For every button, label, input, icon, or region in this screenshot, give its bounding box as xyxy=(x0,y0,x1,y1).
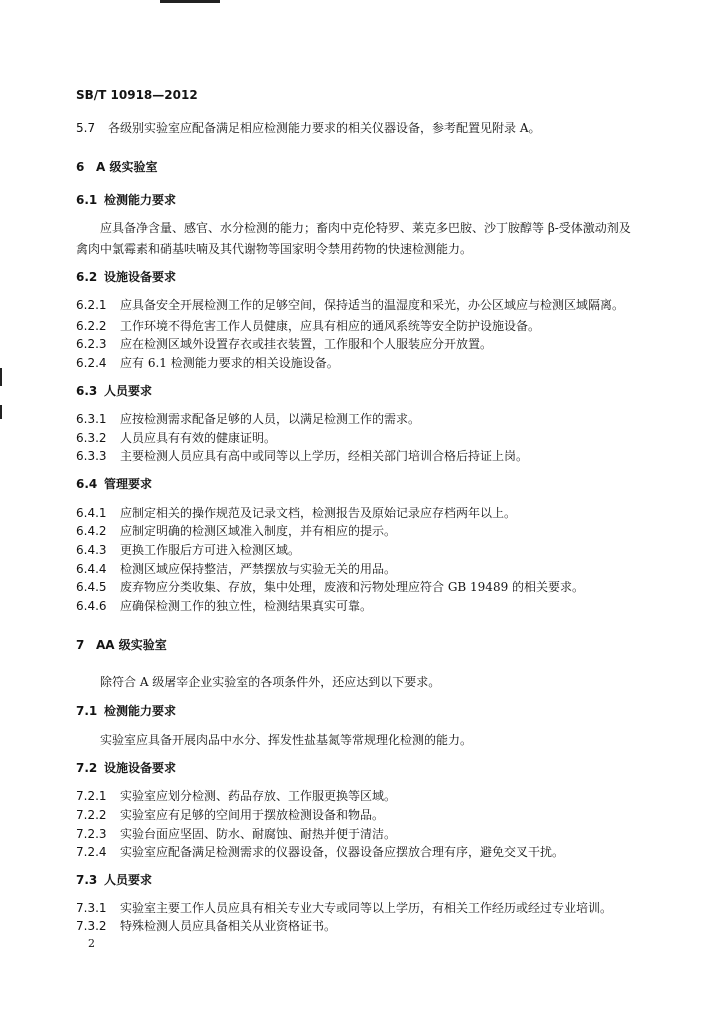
clause-number: 6.4.6 xyxy=(76,599,107,613)
section-title: AA 级实验室 xyxy=(96,638,167,652)
section-number: 6.2 xyxy=(76,270,98,284)
clause-text: 应在检测区域外设置存衣或挂衣装置，工作服和个人服装应分开放置。 xyxy=(120,337,493,351)
clause-number: 6.4.3 xyxy=(76,543,107,557)
section-number: 7 xyxy=(76,638,85,652)
clause-6-4-1 xyxy=(76,506,516,520)
clause-number: 7.2.4 xyxy=(76,845,107,859)
clause-6-2-3 xyxy=(76,337,492,351)
clause-number: 6.2.3 xyxy=(76,337,107,351)
clause-number: 6.3.2 xyxy=(76,431,107,445)
section-6-1-heading xyxy=(76,193,176,207)
clause-7-2-2 xyxy=(76,808,384,822)
clause-text: 实验室应划分检测、药品存放、工作服更换等区域。 xyxy=(120,789,397,803)
clause-7-3-1 xyxy=(76,901,612,915)
clause-number: 7.3.1 xyxy=(76,901,107,915)
clause-text: 实验室应有足够的空间用于摆放检测设备和物品。 xyxy=(120,808,385,822)
section-title: 人员要求 xyxy=(104,873,153,887)
clause-text: 应有 6.1 检测能力要求的相关设施设备。 xyxy=(120,356,339,370)
section-6-2-heading xyxy=(76,270,176,284)
clause-6-3-3 xyxy=(76,449,528,463)
clause-text: 实验室主要工作人员应具有相关专业大专或同等以上学历，有相关工作经历或经过专业培训。 xyxy=(120,901,613,915)
clause-number: 6.2.1 xyxy=(76,298,107,312)
clause-6-4-6 xyxy=(76,599,372,613)
clause-text: 实验室应配备满足检测需求的仪器设备，仪器设备应摆放合理有序，避免交叉干扰。 xyxy=(120,845,565,859)
clause-number: 5.7 xyxy=(76,121,96,135)
section-number: 6.1 xyxy=(76,193,98,207)
section-7-intro: 除符合 A 级屠宰企业实验室的各项条件外，还应达到以下要求。 xyxy=(100,675,441,689)
clause-6-4-4 xyxy=(76,562,396,576)
clause-text: 实验台面应坚固、防水、耐腐蚀、耐热并便于清洁。 xyxy=(120,827,397,841)
section-title: 检测能力要求 xyxy=(104,193,177,207)
section-7-1-heading xyxy=(76,704,176,718)
clause-6-4-2 xyxy=(76,524,396,538)
clause-text: 应按检测需求配备足够的人员，以满足检测工作的需求。 xyxy=(120,412,421,426)
clause-text: 应制定相关的操作规范及记录文档，检测报告及原始记录应存档两年以上。 xyxy=(120,506,517,520)
scan-artifact-left-2 xyxy=(0,405,2,419)
clause-number: 6.4.5 xyxy=(76,580,107,594)
clause-6-2-4 xyxy=(76,356,339,370)
clause-number: 7.2.1 xyxy=(76,789,107,803)
clause-text: 人员应具有有效的健康证明。 xyxy=(120,431,277,445)
clause-text: 应具备安全开展检测工作的足够空间，保持适当的温湿度和采光，办公区域应与检测区域隔离。 xyxy=(120,298,625,312)
clause-number: 6.4.1 xyxy=(76,506,107,520)
section-title: 管理要求 xyxy=(104,477,153,491)
section-7-2-heading xyxy=(76,761,176,775)
clause-text: 更换工作服后方可进入检测区域。 xyxy=(120,543,301,557)
section-number: 6.4 xyxy=(76,477,98,491)
section-6-4-heading xyxy=(76,477,152,491)
clause-6-2-1 xyxy=(76,298,624,312)
clause-text: 工作环境不得危害工作人员健康，应具有相应的通风系统等安全防护设施设备。 xyxy=(120,319,541,333)
clause-number: 6.2.2 xyxy=(76,319,107,333)
clause-6-3-1 xyxy=(76,412,420,426)
clause-number: 7.2.2 xyxy=(76,808,107,822)
clause-number: 7.3.2 xyxy=(76,919,107,933)
clause-text: 特殊检测人员应具备相关从业资格证书。 xyxy=(120,919,337,933)
clause-7-2-4 xyxy=(76,845,564,859)
clause-text: 应确保检测工作的独立性，检测结果真实可靠。 xyxy=(120,599,373,613)
section-7-heading xyxy=(76,638,167,652)
clause-text: 主要检测人员应具有高中或同等以上学历，经相关部门培训合格后持证上岗。 xyxy=(120,449,529,463)
section-title: 设施设备要求 xyxy=(104,270,177,284)
clause-7-2-1 xyxy=(76,789,396,803)
clause-7-3-2 xyxy=(76,919,336,933)
clause-text: 废弃物应分类收集、存放，集中处理，废液和污物处理应符合 GB 19489 的相关要求。 xyxy=(120,580,585,594)
paragraph-7-1: 实验室应具备开展肉品中水分、挥发性盐基氮等常规理化检测的能力。 xyxy=(100,733,473,747)
clause-text: 各级别实验室应配备满足相应检测能力要求的相关仪器设备，参考配置见附录 A。 xyxy=(108,121,541,135)
section-7-3-heading xyxy=(76,873,152,887)
clause-number: 6.3.3 xyxy=(76,449,107,463)
section-title: A 级实验室 xyxy=(96,160,158,174)
section-6-heading xyxy=(76,160,157,174)
section-title: 人员要求 xyxy=(104,384,153,398)
page-number: 2 xyxy=(88,937,95,950)
section-6-3-heading xyxy=(76,384,152,398)
scan-artifact-left xyxy=(0,368,2,386)
paragraph-6-1-line-2: 禽肉中氯霉素和硝基呋喃及其代谢物等国家明令禁用药物的快速检测能力。 xyxy=(76,242,473,256)
clause-number: 6.4.4 xyxy=(76,562,107,576)
clause-number: 6.4.2 xyxy=(76,524,107,538)
clause-5-7 xyxy=(76,121,540,135)
section-title: 设施设备要求 xyxy=(104,761,177,775)
section-number: 6.3 xyxy=(76,384,98,398)
clause-7-2-3 xyxy=(76,827,396,841)
clause-number: 7.2.3 xyxy=(76,827,107,841)
paragraph-6-1-line-1: 应具备净含量、感官、水分检测的能力；畜肉中克伦特罗、莱克多巴胺、沙丁胺醇等 β-受体激动剂及 xyxy=(100,221,631,235)
section-number: 7.1 xyxy=(76,704,98,718)
section-number: 6 xyxy=(76,160,85,174)
clause-6-4-3 xyxy=(76,543,300,557)
standard-code: SB/T 10918—2012 xyxy=(76,88,198,102)
clause-text: 应制定明确的检测区域准入制度，并有相应的提示。 xyxy=(120,524,397,538)
section-title: 检测能力要求 xyxy=(104,704,177,718)
clause-6-3-2 xyxy=(76,431,276,445)
clause-6-4-5 xyxy=(76,580,584,594)
clause-number: 6.2.4 xyxy=(76,356,107,370)
section-number: 7.3 xyxy=(76,873,98,887)
clause-6-2-2 xyxy=(76,319,540,333)
scan-artifact-top xyxy=(160,0,220,3)
clause-number: 6.3.1 xyxy=(76,412,107,426)
clause-text: 检测区域应保持整洁，严禁摆放与实验无关的用品。 xyxy=(120,562,397,576)
section-number: 7.2 xyxy=(76,761,98,775)
